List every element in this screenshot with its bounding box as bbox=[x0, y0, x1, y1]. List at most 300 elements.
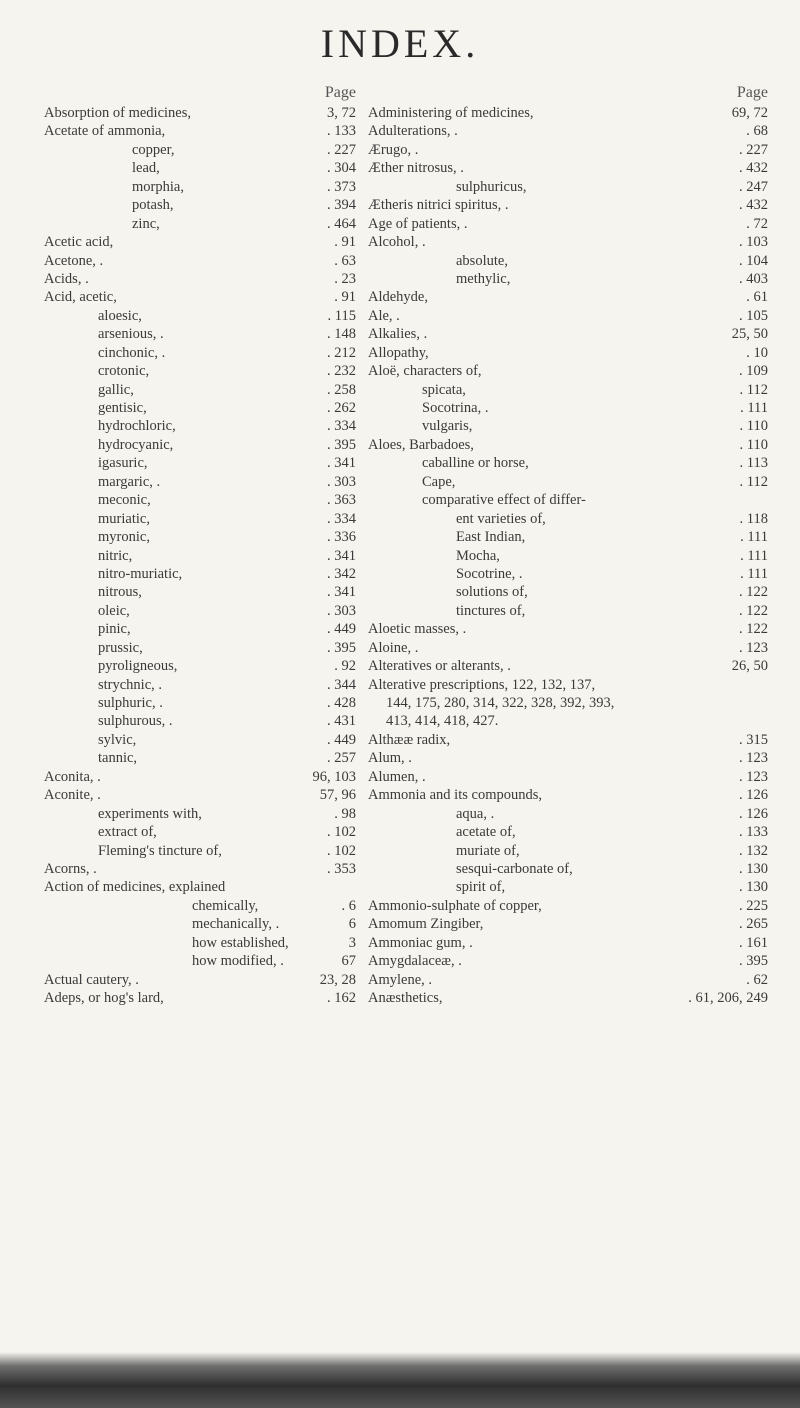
entry-page-number: . 112 bbox=[739, 381, 768, 398]
index-entry bbox=[368, 952, 768, 970]
entry-text: igasuric, bbox=[98, 455, 148, 472]
entry-page-number: . 334 bbox=[327, 510, 356, 527]
entry-text: nitro-muriatic, bbox=[98, 565, 183, 582]
entry-text: nitric, bbox=[98, 547, 133, 564]
entry-text: chemically, bbox=[192, 897, 259, 914]
entry-page-number: . 395 bbox=[739, 953, 768, 970]
index-entry bbox=[368, 307, 768, 325]
index-entry bbox=[44, 270, 356, 288]
index-entry bbox=[368, 510, 768, 528]
entry-page-number: . 123 bbox=[739, 768, 768, 785]
entry-text: Mocha, bbox=[456, 547, 500, 564]
entry-page-number: . 61, 206, 249 bbox=[688, 990, 768, 1006]
index-entry bbox=[368, 657, 768, 675]
entry-page-number: 3 bbox=[348, 934, 356, 951]
entry-text: Amygdalaceæ, . bbox=[368, 953, 462, 970]
index-entry bbox=[368, 620, 768, 638]
index-entry bbox=[368, 897, 768, 915]
entry-text: muriate of, bbox=[456, 842, 520, 859]
entry-page-number: . 341 bbox=[327, 584, 356, 601]
index-entry bbox=[368, 288, 768, 306]
index-entry bbox=[368, 196, 768, 214]
index-entry bbox=[44, 620, 356, 638]
entry-text: strychnic, . bbox=[98, 676, 163, 693]
entry-text: Alum, . bbox=[368, 750, 412, 767]
entry-page-number: . 227 bbox=[327, 141, 356, 158]
entry-text: Alcohol, . bbox=[368, 234, 426, 251]
entry-text: Age of patients, . bbox=[368, 215, 468, 232]
entry-page-number: . 449 bbox=[327, 621, 356, 638]
entry-page-number: . 111 bbox=[740, 547, 768, 564]
entry-page-number: . 98 bbox=[334, 805, 356, 822]
entry-text: Alteratives or alterants, . bbox=[368, 658, 511, 675]
entry-page-number: . 91 bbox=[334, 289, 356, 306]
index-entry bbox=[44, 971, 356, 989]
entry-page-number: . 23 bbox=[334, 270, 356, 287]
index-entry bbox=[44, 307, 356, 325]
entry-page-number: . 395 bbox=[327, 436, 356, 453]
index-entry bbox=[44, 344, 356, 362]
entry-page-number: . 262 bbox=[327, 400, 356, 416]
index-entry bbox=[44, 897, 356, 915]
entry-page-number: . 111 bbox=[740, 529, 768, 546]
entry-page-number: . 126 bbox=[739, 787, 768, 804]
entry-page-number: . 334 bbox=[327, 418, 356, 435]
entry-page-number: . 341 bbox=[327, 547, 356, 564]
entry-page-number: . 353 bbox=[327, 860, 356, 877]
page-heading-label: Page bbox=[736, 84, 768, 101]
entry-page-number: . 102 bbox=[327, 842, 356, 859]
index-entry bbox=[368, 768, 768, 786]
entry-page-number: . 431 bbox=[327, 713, 356, 730]
entry-page-number: . 105 bbox=[739, 307, 768, 324]
entry-text: nitrous, bbox=[98, 584, 142, 601]
entry-text: Administering of medicines, bbox=[368, 105, 534, 121]
entry-text: Aloes, Barbadoes, bbox=[368, 436, 474, 453]
entry-text: solutions of, bbox=[456, 584, 528, 601]
index-entry bbox=[368, 362, 768, 380]
entry-text: spicata, bbox=[422, 381, 466, 398]
entry-page-number: . 122 bbox=[739, 621, 768, 638]
entry-page-number: . 123 bbox=[739, 639, 768, 656]
index-entry bbox=[44, 860, 356, 878]
entry-text: Cape, bbox=[422, 473, 456, 490]
entry-page-number: . 61 bbox=[746, 289, 768, 306]
entry-page-number: . 91 bbox=[334, 234, 356, 251]
entry-page-number: . 113 bbox=[739, 455, 768, 472]
entry-page-number: . 110 bbox=[739, 418, 768, 435]
entry-page-number: . 123 bbox=[739, 750, 768, 767]
page-title: INDEX. bbox=[320, 21, 480, 66]
entry-text: Acid, acetic, bbox=[44, 289, 117, 306]
index-entry bbox=[44, 325, 356, 343]
entry-text: zinc, bbox=[132, 215, 160, 232]
entry-page-number: . 232 bbox=[327, 363, 356, 380]
index-entry bbox=[368, 583, 768, 601]
index-entry bbox=[368, 547, 768, 565]
entry-page-number: . 258 bbox=[327, 381, 356, 398]
index-entry bbox=[44, 196, 356, 214]
entry-text: Amylene, . bbox=[368, 971, 433, 988]
entry-page-number: . 122 bbox=[739, 602, 768, 619]
entry-page-number: . 126 bbox=[739, 805, 768, 822]
entry-page-number: 3, 72 bbox=[327, 105, 356, 121]
index-entry bbox=[44, 639, 356, 657]
entry-text: Ærugo, . bbox=[368, 141, 419, 158]
entry-text: Aconita, . bbox=[44, 768, 101, 785]
index-entry bbox=[368, 122, 768, 140]
entry-page-number: . 115 bbox=[327, 307, 356, 324]
entry-text: gentisic, bbox=[98, 400, 147, 416]
index-entry bbox=[44, 657, 356, 675]
index-entry bbox=[44, 122, 356, 140]
index-entry bbox=[368, 712, 768, 730]
entry-page-number: . 336 bbox=[327, 529, 356, 546]
entry-page-number: . 63 bbox=[334, 252, 356, 269]
entry-text: Adeps, or hog's lard, bbox=[44, 990, 164, 1006]
index-entry bbox=[368, 934, 768, 952]
index-entry bbox=[44, 749, 356, 767]
entry-page-number: . 303 bbox=[327, 602, 356, 619]
index-entry bbox=[44, 178, 356, 196]
index-entry bbox=[368, 270, 768, 288]
entry-page-number: . 342 bbox=[327, 565, 356, 582]
entry-page-number: . 304 bbox=[327, 160, 356, 177]
entry-text: Ætheris nitrici spiritus, . bbox=[368, 197, 509, 214]
index-entry bbox=[368, 878, 768, 896]
index-entry bbox=[44, 454, 356, 472]
entry-text: Ale, . bbox=[368, 307, 400, 324]
entry-text: Action of medicines, explained bbox=[44, 879, 226, 896]
entry-text: comparative effect of differ- bbox=[422, 492, 586, 509]
page-heading-label: Page bbox=[324, 84, 356, 101]
entry-text: pyroligneous, bbox=[98, 658, 178, 675]
entry-page-number: . 161 bbox=[739, 934, 768, 951]
entry-text: margaric, . bbox=[98, 473, 161, 490]
entry-text: Ammoniac gum, . bbox=[368, 934, 473, 951]
entry-page-number: . 118 bbox=[739, 510, 768, 527]
entry-text: Alterative prescriptions, 122, 132, 137, bbox=[368, 676, 596, 693]
entry-text: Acids, . bbox=[44, 270, 89, 287]
index-entry bbox=[44, 141, 356, 159]
entry-text: meconic, bbox=[98, 492, 151, 509]
page-column-heading bbox=[44, 84, 356, 104]
index-column-left bbox=[44, 84, 356, 1007]
index-entry bbox=[44, 362, 356, 380]
entry-page-number: . 303 bbox=[327, 473, 356, 490]
index-entry bbox=[368, 159, 768, 177]
entry-page-number: . 104 bbox=[739, 252, 768, 269]
entry-page-number: . 227 bbox=[739, 141, 768, 158]
page-column-heading bbox=[368, 84, 768, 104]
entry-text: myronic, bbox=[98, 529, 150, 546]
entry-page-number: . 92 bbox=[334, 658, 356, 675]
index-entry bbox=[368, 252, 768, 270]
entry-text: hydrochloric, bbox=[98, 418, 176, 435]
entry-text: Actual cautery, . bbox=[44, 971, 139, 988]
index-entry bbox=[44, 510, 356, 528]
index-entry bbox=[44, 528, 356, 546]
entry-text: Amomum Zingiber, bbox=[368, 916, 484, 933]
entry-page-number: . 6 bbox=[341, 897, 356, 914]
entry-text: Acetate of ammonia, bbox=[44, 123, 166, 140]
index-entry bbox=[44, 215, 356, 233]
entry-text: muriatic, bbox=[98, 510, 150, 527]
entry-text: Acetic acid, bbox=[44, 234, 114, 251]
index-entry bbox=[44, 602, 356, 620]
index-entry bbox=[44, 381, 356, 399]
entry-page-number bbox=[352, 878, 356, 896]
entry-page-number: . 110 bbox=[739, 436, 768, 453]
index-entries-left bbox=[44, 104, 356, 1007]
entry-text: Absorption of medicines, bbox=[44, 105, 191, 121]
entry-page-number: 23, 28 bbox=[319, 971, 356, 988]
entry-page-number: . 109 bbox=[739, 363, 768, 380]
entry-text: how established, bbox=[192, 934, 289, 951]
index-entry bbox=[44, 491, 356, 509]
entry-text: 413, 414, 418, 427. bbox=[386, 713, 499, 730]
index-entry bbox=[44, 159, 356, 177]
entry-text: copper, bbox=[132, 141, 175, 158]
entry-text: experiments with, bbox=[98, 805, 202, 822]
entry-text: pinic, bbox=[98, 621, 131, 638]
index-entry bbox=[368, 473, 768, 491]
index-entry bbox=[44, 989, 356, 1007]
index-entry bbox=[44, 842, 356, 860]
entry-page-number: . 122 bbox=[739, 584, 768, 601]
entry-text: aqua, . bbox=[456, 805, 495, 822]
entry-text: sulphuricus, bbox=[456, 178, 527, 195]
entry-text: ent varieties of, bbox=[456, 510, 546, 527]
index-entry bbox=[368, 233, 768, 251]
index-entry bbox=[368, 325, 768, 343]
index-entry bbox=[44, 399, 356, 417]
entry-text: East Indian, bbox=[456, 529, 526, 546]
entry-page-number: . 257 bbox=[327, 750, 356, 767]
entry-page-number: 6 bbox=[348, 916, 356, 933]
entry-text: tannic, bbox=[98, 750, 138, 767]
entry-page-number: . 432 bbox=[739, 197, 768, 214]
entry-text: Ammonia and its compounds, bbox=[368, 787, 542, 804]
entry-page-number: . 449 bbox=[327, 731, 356, 748]
index-entry bbox=[368, 436, 768, 454]
entry-page-number: . 373 bbox=[327, 178, 356, 195]
entry-page-number: . 72 bbox=[746, 215, 768, 232]
index-entry bbox=[368, 971, 768, 989]
entry-text: potash, bbox=[132, 197, 174, 214]
entry-page-number: . 403 bbox=[739, 270, 768, 287]
entry-text: Aloetic masses, . bbox=[368, 621, 467, 638]
entry-page-number: . 62 bbox=[746, 971, 768, 988]
entry-text: Aconite, . bbox=[44, 787, 101, 804]
entry-text: Allopathy, bbox=[368, 344, 429, 361]
index-entry bbox=[368, 104, 768, 122]
entry-page-number: . 464 bbox=[327, 215, 356, 232]
entry-page-number: . 395 bbox=[327, 639, 356, 656]
entry-page-number: . 103 bbox=[739, 234, 768, 251]
entry-page-number: . 130 bbox=[739, 860, 768, 877]
entry-text: extract of, bbox=[98, 824, 157, 841]
index-entry bbox=[44, 805, 356, 823]
entry-page-number: 25, 50 bbox=[731, 326, 768, 343]
index-entry bbox=[368, 399, 768, 417]
entry-text: tinctures of, bbox=[456, 602, 526, 619]
entry-page-number: . 315 bbox=[739, 731, 768, 748]
entry-page-number: . 111 bbox=[740, 400, 768, 416]
entry-text: oleic, bbox=[98, 602, 130, 619]
entry-text: lead, bbox=[132, 160, 160, 177]
entry-page-number: . 132 bbox=[739, 842, 768, 859]
entry-page-number: . 394 bbox=[327, 197, 356, 214]
entry-text: Alumen, . bbox=[368, 768, 426, 785]
index-entry bbox=[368, 786, 768, 804]
entry-text: Fleming's tincture of, bbox=[98, 842, 222, 859]
index-entry bbox=[44, 915, 356, 933]
index-entry bbox=[368, 602, 768, 620]
index-entry bbox=[44, 694, 356, 712]
index-entry bbox=[368, 805, 768, 823]
index-entry bbox=[368, 565, 768, 583]
index-entry bbox=[368, 749, 768, 767]
entry-page-number bbox=[764, 676, 768, 694]
entry-text: morphia, bbox=[132, 178, 184, 195]
index-entry bbox=[368, 915, 768, 933]
index-entry bbox=[44, 288, 356, 306]
entry-page-number: 26, 50 bbox=[731, 658, 768, 675]
index-entry bbox=[44, 878, 356, 896]
index-entry bbox=[44, 676, 356, 694]
index-entry bbox=[368, 417, 768, 435]
index-entries-right bbox=[368, 104, 768, 1007]
index-entry bbox=[44, 252, 356, 270]
entry-page-number: . 212 bbox=[327, 344, 356, 361]
index-entry bbox=[44, 768, 356, 786]
entry-page-number: . 112 bbox=[739, 473, 768, 490]
entry-text: aloesic, bbox=[98, 307, 142, 324]
entry-text: absolute, bbox=[456, 252, 508, 269]
entry-page-number: . 111 bbox=[740, 565, 768, 582]
index-entry bbox=[44, 731, 356, 749]
entry-page-number: 57, 96 bbox=[319, 787, 356, 804]
entry-page-number: . 162 bbox=[327, 990, 356, 1006]
entry-page-number bbox=[764, 712, 768, 730]
index-entry bbox=[368, 215, 768, 233]
entry-page-number: . 341 bbox=[327, 455, 356, 472]
index-entry bbox=[368, 842, 768, 860]
entry-text: Althææ radix, bbox=[368, 731, 451, 748]
entry-page-number: . 225 bbox=[739, 897, 768, 914]
entry-page-number: . 148 bbox=[327, 326, 356, 343]
entry-text: Aloë, characters of, bbox=[368, 363, 482, 380]
index-entry bbox=[368, 860, 768, 878]
index-entry bbox=[44, 233, 356, 251]
entry-text: Socotrine, . bbox=[456, 565, 523, 582]
entry-page-number: . 68 bbox=[746, 123, 768, 140]
index-entry bbox=[44, 583, 356, 601]
entry-text: vulgaris, bbox=[422, 418, 473, 435]
entry-page-number: . 344 bbox=[327, 676, 356, 693]
index-entry bbox=[368, 694, 768, 712]
index-entry bbox=[44, 565, 356, 583]
entry-text: arsenious, . bbox=[98, 326, 164, 343]
index-entry bbox=[368, 639, 768, 657]
entry-text: Socotrina, . bbox=[422, 400, 489, 416]
index-entry bbox=[368, 823, 768, 841]
index-entry bbox=[368, 676, 768, 694]
entry-text: methylic, bbox=[456, 270, 511, 287]
entry-page-number: . 428 bbox=[327, 695, 356, 711]
entry-text: Ammonio-sulphate of copper, bbox=[368, 897, 542, 914]
entry-page-number: . 130 bbox=[739, 879, 768, 896]
entry-text: how modified, . bbox=[192, 953, 284, 970]
entry-text: sulphuric, . bbox=[98, 695, 163, 711]
entry-text: hydrocyanic, bbox=[98, 436, 174, 453]
entry-page-number: . 133 bbox=[739, 824, 768, 841]
entry-text: sesqui-carbonate of, bbox=[456, 860, 573, 877]
scan-edge-smear bbox=[0, 1352, 800, 1408]
index-entry bbox=[368, 731, 768, 749]
entry-text: sylvic, bbox=[98, 731, 137, 748]
index-entry bbox=[368, 381, 768, 399]
index-entry bbox=[368, 178, 768, 196]
entry-page-number: . 432 bbox=[739, 160, 768, 177]
entry-text: crotonic, bbox=[98, 363, 150, 380]
index-entry bbox=[44, 934, 356, 952]
index-entry bbox=[44, 547, 356, 565]
entry-text: Æther nitrosus, . bbox=[368, 160, 464, 177]
index-entry bbox=[368, 528, 768, 546]
index-entry bbox=[44, 952, 356, 970]
entry-text: gallic, bbox=[98, 381, 134, 398]
entry-text: 144, 175, 280, 314, 322, 328, 392, 393, bbox=[386, 695, 615, 711]
entry-text: Adulterations, . bbox=[368, 123, 458, 140]
entry-text: Alkalies, . bbox=[368, 326, 428, 343]
index-column-right bbox=[368, 84, 768, 1007]
index-entry bbox=[368, 491, 768, 509]
entry-text: Aloine, . bbox=[368, 639, 419, 656]
entry-page-number: . 265 bbox=[739, 916, 768, 933]
entry-text: prussic, bbox=[98, 639, 143, 656]
index-entry bbox=[368, 454, 768, 472]
entry-text: sulphurous, . bbox=[98, 713, 173, 730]
entry-page-number: . 247 bbox=[739, 178, 768, 195]
entry-text: cinchonic, . bbox=[98, 344, 166, 361]
index-entry bbox=[44, 712, 356, 730]
entry-page-number bbox=[764, 491, 768, 509]
entry-page-number bbox=[764, 694, 768, 712]
index-entry bbox=[44, 823, 356, 841]
entry-text: Aldehyde, bbox=[368, 289, 428, 306]
entry-text: Acetone, . bbox=[44, 252, 104, 269]
index-entry bbox=[44, 417, 356, 435]
index-entry bbox=[44, 786, 356, 804]
entry-text: Acorns, . bbox=[44, 860, 97, 877]
entry-text: spirit of, bbox=[456, 879, 506, 896]
entry-page-number: 96, 103 bbox=[312, 768, 356, 785]
entry-page-number: . 133 bbox=[327, 123, 356, 140]
entry-page-number: . 10 bbox=[746, 344, 768, 361]
entry-page-number: . 363 bbox=[327, 492, 356, 509]
index-entry bbox=[44, 436, 356, 454]
entry-text: acetate of, bbox=[456, 824, 516, 841]
entry-text: caballine or horse, bbox=[422, 455, 529, 472]
entry-text: mechanically, . bbox=[192, 916, 280, 933]
index-entry bbox=[44, 473, 356, 491]
entry-page-number: 69, 72 bbox=[731, 105, 768, 121]
index-entry bbox=[368, 344, 768, 362]
entry-page-number: . 102 bbox=[327, 824, 356, 841]
index-entry bbox=[368, 989, 768, 1007]
